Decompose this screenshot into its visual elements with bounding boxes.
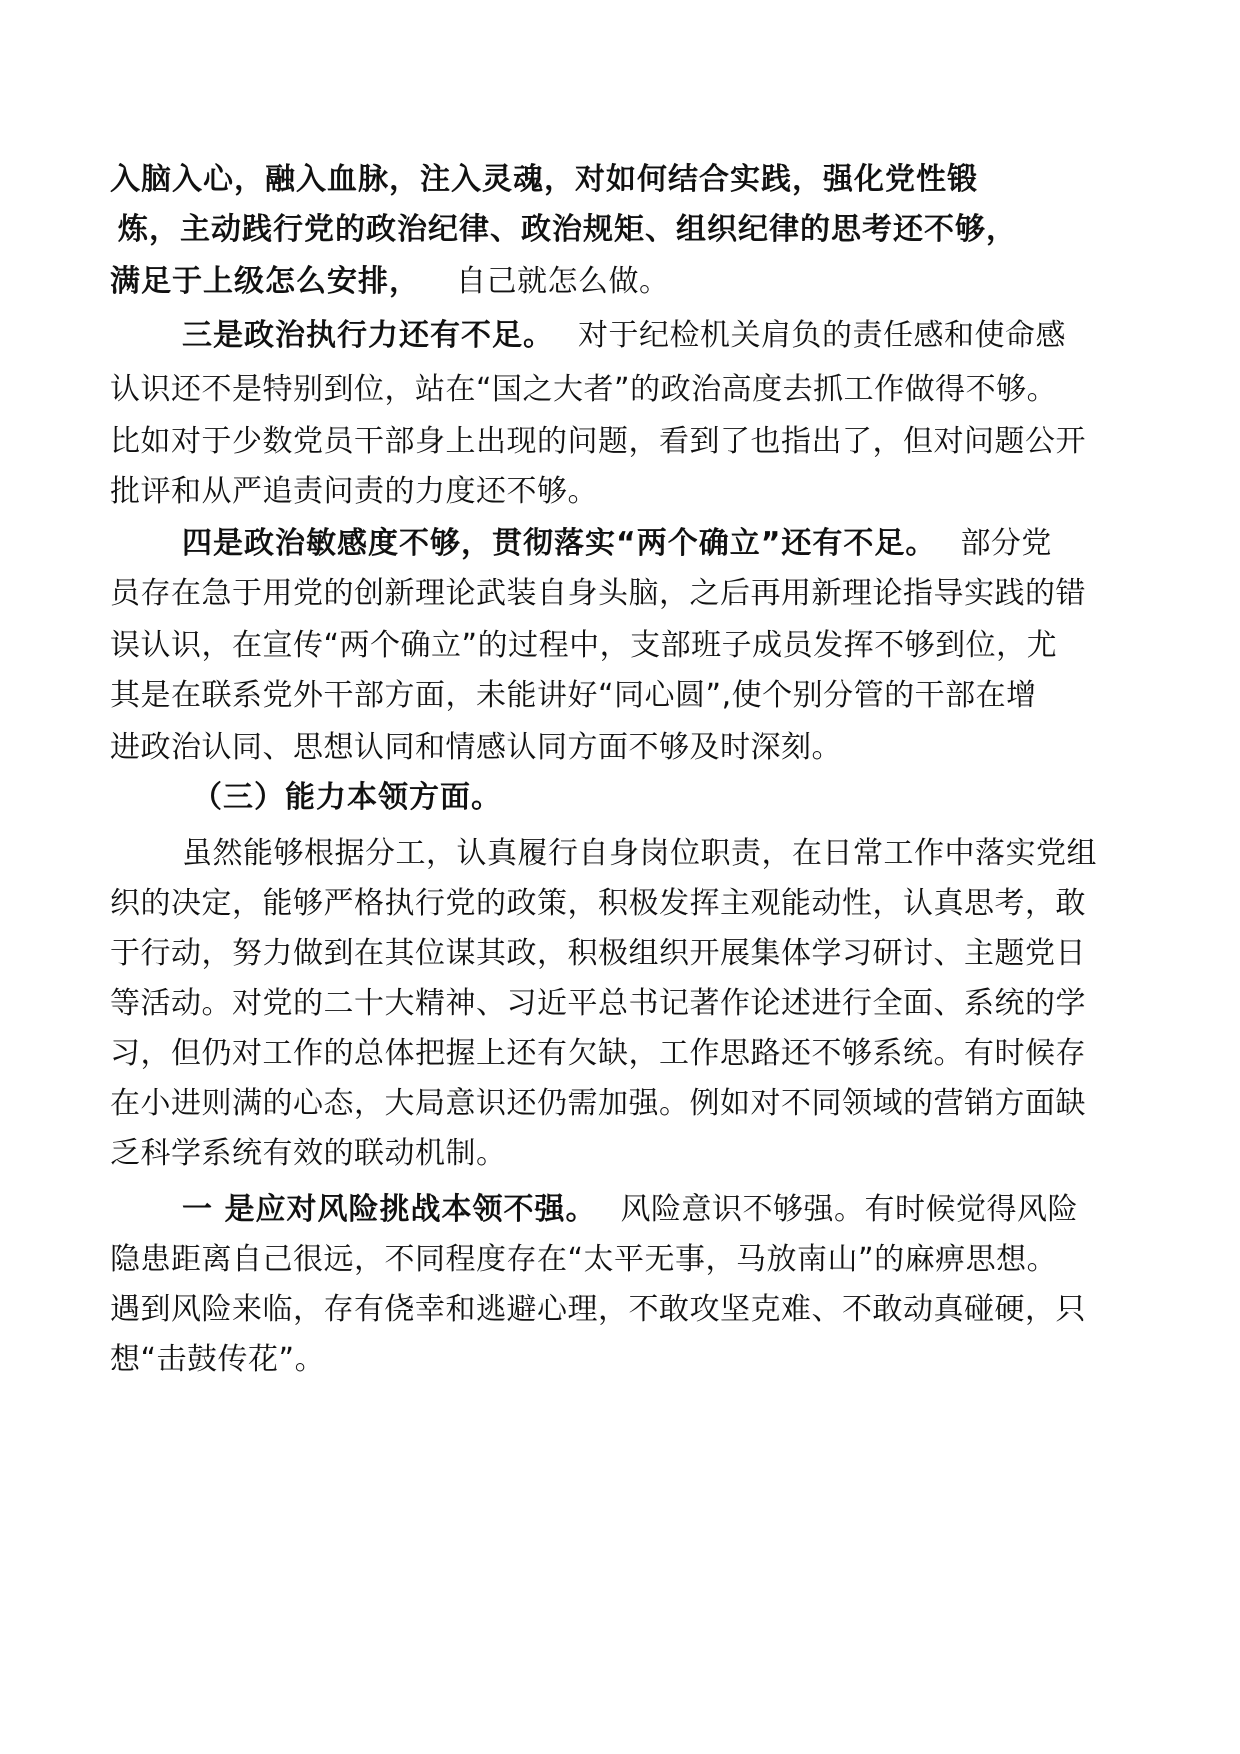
p5-line-3: 遇到风险来临，存有侥幸和逃避心理，不敢攻坚克难、不敢动真碰硬，只 — [110, 1292, 1086, 1327]
p3-line-2: 员存在急于用党的创新理论武装自身头脑，之后再用新理论指导实践的错 — [110, 576, 1086, 611]
p3-heading: 四是政治敏感度不够，贯彻落实“两个确立”还有不足。 — [182, 526, 937, 561]
p3-line-5: 进政治认同、思想认同和情感认同方面不够及时深刻。 — [110, 730, 842, 765]
p4-line-7: 乏科学系统有效的联动机制。 — [110, 1136, 507, 1171]
p4-line-3: 于行动，努力做到在其位谋其政，积极组织开展集体学习研讨、主题党日 — [110, 936, 1086, 971]
p4-line-1: 虽然能够根据分工，认真履行自身岗位职责，在日常工作中落实党组 — [182, 836, 1097, 871]
p5-line-1 — [182, 1190, 1078, 1230]
p5-heading: 一 是应对风险挑战本领不强。 — [182, 1192, 597, 1227]
p3-line-1 — [182, 524, 1052, 564]
p4-line-2: 织的决定，能够严格执行党的政策，积极发挥主观能动性，认真思考，敢 — [110, 886, 1086, 921]
p5-line-4: 想“击鼓传花”。 — [110, 1342, 326, 1377]
p3-line-1-text: 部分党 — [960, 526, 1052, 561]
p2-heading: 三是政治执行力还有不足。 — [182, 318, 554, 353]
p3-line-4: 其是在联系党外干部方面，未能讲好“同心圆”,使个别分管的干部在增 — [110, 678, 1037, 713]
p1-line-3 — [110, 262, 670, 302]
p1-line-3-text: 自己就怎么做。 — [456, 264, 670, 299]
p3-line-3: 误认识，在宣传“两个确立”的过程中，支部班子成员发挥不够到位，尤 — [110, 628, 1058, 663]
p4-line-4: 等活动。对党的二十大精神、习近平总书记著作论述进行全面、系统的学 — [110, 986, 1086, 1021]
p2-line-1 — [182, 316, 1066, 356]
p1-line-3-bold: 满足于上级怎么安排， — [110, 264, 420, 299]
p2-line-1-text: 对于纪检机关肩负的责任感和使命感 — [578, 318, 1066, 353]
p5-line-1-text: 风险意识不够强。有时候觉得风险 — [620, 1192, 1078, 1227]
p2-line-4: 批评和从严追责问责的力度还不够。 — [110, 474, 598, 509]
section-3-heading: （三）能力本领方面。 — [192, 780, 502, 815]
p2-line-2: 认识还不是特别到位，站在“国之大者”的政治高度去抓工作做得不够。 — [110, 372, 1058, 407]
p4-line-6: 在小进则满的心态，大局意识还仍需加强。例如对不同领域的营销方面缺 — [110, 1086, 1086, 1121]
p5-line-2: 隐患距离自己很远，不同程度存在“太平无事，马放南山”的麻痹思想。 — [110, 1242, 1058, 1277]
p1-line-1: 入脑入心，融入血脉，注入灵魂，对如何结合实践，强化党性锻 — [110, 162, 978, 197]
p1-line-2: 炼，主动践行党的政治纪律、政治规矩、组织纪律的思考还不够， — [118, 212, 1017, 247]
p4-line-5: 习，但仍对工作的总体把握上还有欠缺，工作思路还不够系统。有时候存 — [110, 1036, 1086, 1071]
p2-line-3: 比如对于少数党员干部身上出现的问题，看到了也指出了，但对问题公开 — [110, 424, 1086, 459]
